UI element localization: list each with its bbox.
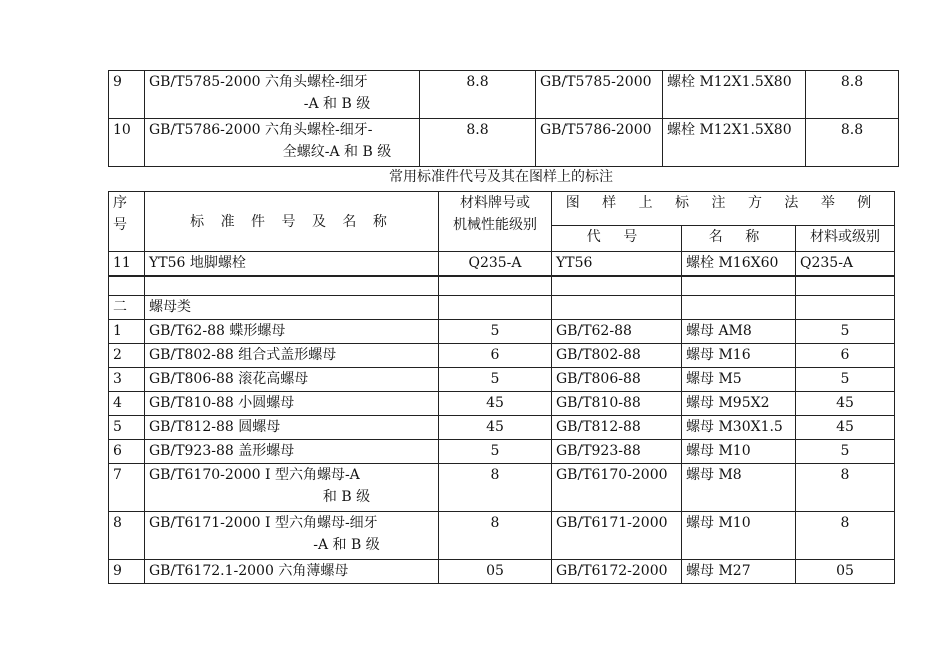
section-number: 二	[109, 296, 145, 320]
table-row	[109, 252, 895, 276]
standard-name: GB/T62-88 蝶形螺母	[145, 320, 439, 344]
header-grade: 材料牌号或 机械性能级别	[439, 192, 552, 252]
grade-cell: Q235-A	[439, 252, 552, 276]
mark-cell: 螺母 AM8	[682, 320, 796, 344]
code-cell: GB/T5786-2000	[536, 119, 663, 167]
table-row	[109, 71, 899, 119]
row-number: 9	[109, 560, 145, 584]
table-row	[109, 344, 895, 368]
grade-cell: 45	[439, 392, 552, 416]
top-table	[108, 70, 899, 167]
section-row	[109, 296, 895, 320]
code-cell: GB/T5785-2000	[536, 71, 663, 119]
section-title: 螺母类	[145, 296, 439, 320]
material-cell: 5	[796, 368, 895, 392]
header-name: 标 准 件 号 及 名 称	[145, 192, 439, 252]
code-cell: GB/T806-88	[552, 368, 682, 392]
grade-cell: 8.8	[420, 119, 536, 167]
table-row	[109, 512, 895, 560]
mark-cell: 螺母 M95X2	[682, 392, 796, 416]
material-cell: 45	[796, 416, 895, 440]
standard-name: GB/T6170-2000 I 型六角螺母-A 和 B 级	[145, 464, 439, 512]
row-number: 10	[109, 119, 145, 167]
table-row	[109, 560, 895, 584]
mark-cell: 螺母 M5	[682, 368, 796, 392]
nut-rows	[109, 320, 895, 584]
header-row	[109, 192, 895, 226]
empty-row	[109, 276, 895, 296]
header-seq: 序 号	[109, 192, 145, 252]
table-row	[109, 440, 895, 464]
table-caption: 常用标准件代号及其在图样上的标注	[389, 169, 613, 185]
row-number: 7	[109, 464, 145, 512]
standard-name: GB/T806-88 滚花高螺母	[145, 368, 439, 392]
row-number: 4	[109, 392, 145, 416]
material-cell: 8.8	[806, 71, 899, 119]
material-cell: 05	[796, 560, 895, 584]
material-cell: 8	[796, 464, 895, 512]
mark-cell: 螺栓 M16X60	[682, 252, 796, 276]
header-material: 材料或级别	[796, 226, 895, 252]
code-cell: GB/T6172-2000	[552, 560, 682, 584]
grade-cell: 45	[439, 416, 552, 440]
grade-cell: 8	[439, 464, 552, 512]
code-cell: GB/T6170-2000	[552, 464, 682, 512]
material-cell: 6	[796, 344, 895, 368]
code-cell: GB/T802-88	[552, 344, 682, 368]
standard-name: GB/T6171-2000 I 型六角螺母-细牙 -A 和 B 级	[145, 512, 439, 560]
standard-name: GB/T810-88 小圆螺母	[145, 392, 439, 416]
table-row	[109, 320, 895, 344]
material-cell: 8	[796, 512, 895, 560]
mark-cell: 螺母 M10	[682, 440, 796, 464]
code-cell: GB/T923-88	[552, 440, 682, 464]
table-row	[109, 368, 895, 392]
grade-cell: 05	[439, 560, 552, 584]
main-table	[108, 191, 895, 584]
row-number: 11	[109, 252, 145, 276]
standard-name: GB/T5786-2000 六角头螺栓-细牙- 全螺纹-A 和 B 级	[145, 119, 420, 167]
grade-cell: 8.8	[420, 71, 536, 119]
row-number: 5	[109, 416, 145, 440]
standard-name: GB/T5785-2000 六角头螺栓-细牙 -A 和 B 级	[145, 71, 420, 119]
standard-name: GB/T6172.1-2000 六角薄螺母	[145, 560, 439, 584]
standard-name: YT56 地脚螺栓	[145, 252, 439, 276]
mark-cell: 螺母 M16	[682, 344, 796, 368]
standard-name: GB/T812-88 圆螺母	[145, 416, 439, 440]
table-row	[109, 119, 899, 167]
row-number: 6	[109, 440, 145, 464]
mark-cell: 螺母 M10	[682, 512, 796, 560]
mark-cell: 螺母 M30X1.5	[682, 416, 796, 440]
standard-name: GB/T923-88 盖形螺母	[145, 440, 439, 464]
row-number: 3	[109, 368, 145, 392]
table-row	[109, 392, 895, 416]
code-cell: GB/T62-88	[552, 320, 682, 344]
material-cell: 5	[796, 440, 895, 464]
header-mark: 名 称	[682, 226, 796, 252]
grade-cell: 5	[439, 368, 552, 392]
header-example: 图 样 上 标 注 方 法 举 例	[552, 192, 895, 226]
header-code: 代 号	[552, 226, 682, 252]
material-cell: 8.8	[806, 119, 899, 167]
row-number: 2	[109, 344, 145, 368]
row-number: 1	[109, 320, 145, 344]
row-number: 8	[109, 512, 145, 560]
mark-cell: 螺母 M27	[682, 560, 796, 584]
table-row	[109, 416, 895, 440]
code-cell: GB/T810-88	[552, 392, 682, 416]
grade-cell: 5	[439, 440, 552, 464]
grade-cell: 8	[439, 512, 552, 560]
grade-cell: 6	[439, 344, 552, 368]
table-row	[109, 464, 895, 512]
material-cell: 45	[796, 392, 895, 416]
mark-cell: 螺栓 M12X1.5X80	[663, 119, 806, 167]
mark-cell: 螺母 M8	[682, 464, 796, 512]
code-cell: YT56	[552, 252, 682, 276]
grade-cell: 5	[439, 320, 552, 344]
code-cell: GB/T812-88	[552, 416, 682, 440]
standard-name: GB/T802-88 组合式盖形螺母	[145, 344, 439, 368]
row-number: 9	[109, 71, 145, 119]
material-cell: Q235-A	[796, 252, 895, 276]
code-cell: GB/T6171-2000	[552, 512, 682, 560]
material-cell: 5	[796, 320, 895, 344]
mark-cell: 螺栓 M12X1.5X80	[663, 71, 806, 119]
